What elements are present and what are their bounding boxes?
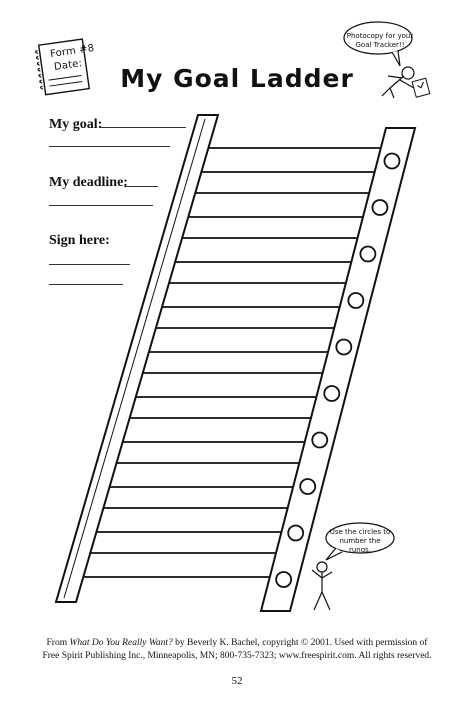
page-number: 52 — [231, 675, 243, 687]
copyright-footer — [0, 637, 474, 663]
footer-line-2: Free Spirit Publishing Inc., Minneapolis, MN; 800-735-7323; www.freespirit.com. All rights reserved. — [42, 651, 432, 661]
ladder-rung — [188, 148, 395, 172]
rung-number-circle[interactable] — [336, 340, 351, 355]
rung-number-circle[interactable] — [372, 200, 387, 215]
sign-label: Sign here: — [49, 233, 110, 248]
ladder-rung — [70, 553, 291, 577]
ladder-rung — [174, 193, 383, 217]
ladder-rung — [83, 508, 302, 532]
photocopy-character — [330, 18, 442, 100]
rung-number-circle[interactable] — [324, 386, 339, 401]
book-title: What Do You Really Want? — [69, 638, 173, 648]
photocopy-bubble-line1: Photocopy for your — [346, 32, 414, 40]
rung-number-circle[interactable] — [360, 247, 375, 262]
rung-number-circle[interactable] — [276, 572, 291, 587]
footer-line-1: From What Do You Really Want? by Beverly K. Bachel, copyright © 2001. Used with permission of — [46, 638, 428, 648]
ladder-rung — [122, 373, 337, 397]
form-date-label: Date: — [53, 58, 83, 73]
rung-number-circle[interactable] — [312, 433, 327, 448]
rung-number-circle[interactable] — [348, 293, 363, 308]
rung-number-circle[interactable] — [300, 479, 315, 494]
ladder-rung — [161, 238, 371, 262]
deadline-label: My deadline: — [49, 175, 128, 190]
form-number: Form #8 — [49, 42, 96, 61]
goal-label: My goal: — [49, 117, 103, 132]
ladder-rung — [135, 328, 348, 352]
page-title: My Goal Ladder — [120, 64, 354, 93]
photocopy-bubble-line2: Goal Tracker!! — [355, 41, 405, 49]
rung-number-circle[interactable] — [384, 154, 399, 169]
rungs-bubble-line2: number the rungs. — [339, 537, 381, 554]
ladder-rung — [96, 463, 314, 487]
rungs-bubble-line1: Use the circles to — [329, 528, 391, 536]
ladder-rung — [109, 418, 325, 442]
ladder-rung — [148, 283, 360, 307]
